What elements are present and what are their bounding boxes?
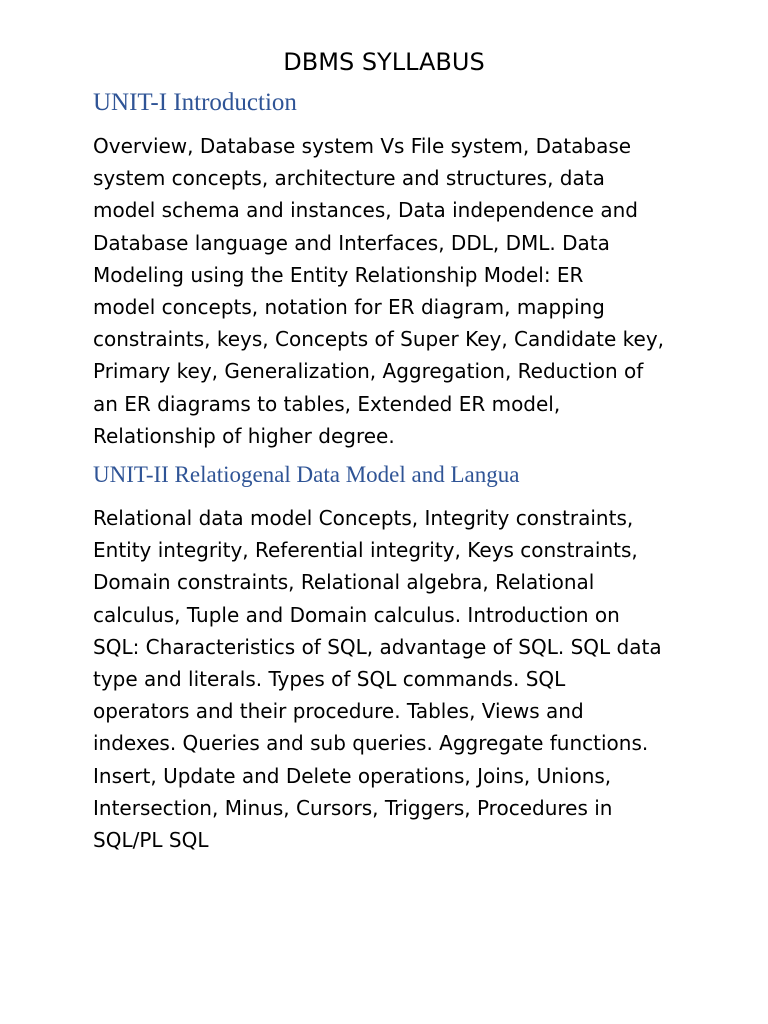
unit-2-line: Intersection, Minus, Cursors, Triggers, Procedures in (93, 795, 613, 820)
unit-2-body (93, 502, 693, 856)
unit-2-heading: UNIT-II Relatiogenal Data Model and Langua (93, 462, 520, 487)
unit-1-line: Database language and Interfaces, DDL, DML. Data (93, 230, 610, 255)
unit-1-line: Primary key, Generalization, Aggregation, Reduction of (93, 359, 644, 384)
unit-1-line: Relationship of higher degree. (93, 423, 395, 448)
unit-1-heading: UNIT-I Introduction (93, 89, 297, 116)
unit-1-line: model schema and instances, Data independence and (93, 198, 638, 223)
unit-1-line: constraints, keys, Concepts of Super Key, Candidate key, (93, 327, 665, 352)
unit-2-line: operators and their procedure. Tables, Views and (93, 699, 584, 724)
unit-2-line: Domain constraints, Relational algebra, Relational (93, 570, 595, 595)
unit-2-line: type and literals. Types of SQL commands. SQL (93, 667, 566, 692)
unit-2-line: Insert, Update and Delete operations, Joins, Unions, (93, 763, 612, 788)
unit-2-line: calculus, Tuple and Domain calculus. Introduction on (93, 602, 620, 627)
unit-1-line: system concepts, architecture and structures, data (93, 166, 605, 191)
unit-1-line: Overview, Database system Vs File system, Database (93, 134, 632, 158)
unit-1-line: Modeling using the Entity Relationship Model: ER (93, 262, 584, 287)
unit-2-line: Relational data model Concepts, Integrity constraints, (93, 506, 634, 530)
unit-1-line: an ER diagrams to tables, Extended ER model, (93, 391, 561, 416)
unit-2-line: Entity integrity, Referential integrity, Keys constraints, (93, 538, 638, 563)
unit-1-line: model concepts, notation for ER diagram, mapping (93, 295, 605, 320)
document-title: DBMS SYLLABUS (283, 48, 485, 76)
unit-2-line: SQL: Characteristics of SQL, advantage of SQL. SQL data (93, 634, 662, 659)
unit-2-line: SQL/PL SQL (93, 828, 209, 853)
unit-2-line: indexes. Queries and sub queries. Aggregate functions. (93, 731, 649, 756)
unit-1-body (93, 130, 693, 452)
